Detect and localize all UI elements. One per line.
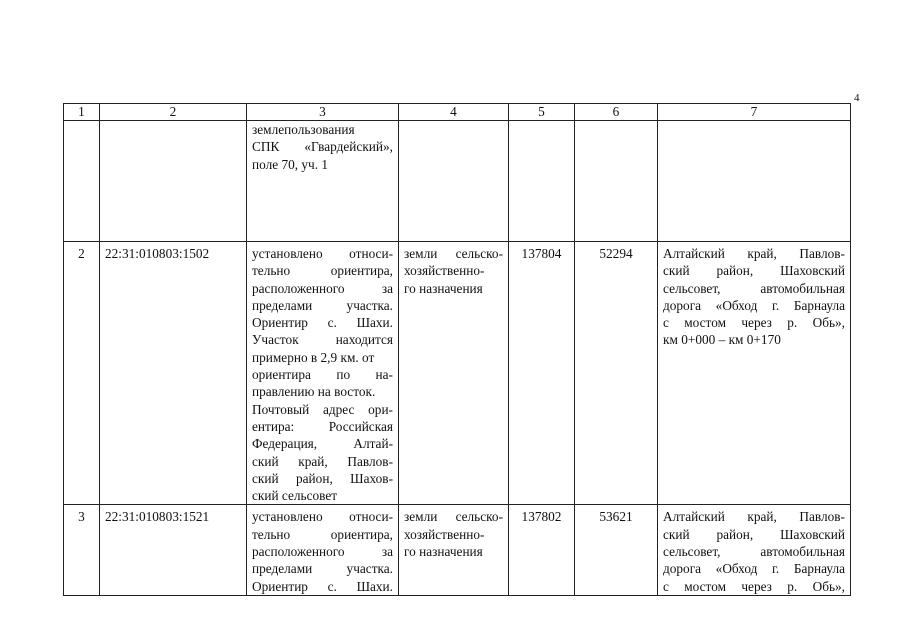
cell-category — [399, 505, 509, 595]
text-line: с мостом через р. Обь», — [663, 578, 845, 594]
text-line: хозяйственно- — [404, 263, 485, 279]
column-header: 7 — [658, 104, 851, 121]
text-line: ский район, Шаховский — [663, 263, 845, 279]
text-line: ский район, Шаховский — [663, 526, 845, 542]
text-line: правлению на восток. — [252, 384, 376, 400]
text-line: Ориентир с. Шахи. — [252, 315, 393, 331]
text-line: го назначения — [404, 280, 483, 296]
cell-col6 — [575, 121, 658, 242]
table-row — [64, 505, 851, 595]
text-line: тельно ориентира, — [252, 526, 393, 542]
text-line: ский край, Павлов- — [252, 453, 393, 469]
cell-num — [64, 121, 100, 242]
cell-col5: 137802 — [509, 505, 575, 595]
text-line: Алтайский край, Павлов- — [663, 509, 845, 525]
text-line: поле 70, уч. 1 — [252, 156, 329, 172]
text-line: установлено относи- — [252, 246, 393, 261]
cell-col5: 137804 — [509, 242, 575, 505]
text-line: земли сельско- — [404, 246, 503, 261]
table-row-continuation — [64, 121, 851, 242]
text-line: ентира: Российская — [252, 418, 393, 434]
text-line: ский сельсовет — [252, 488, 338, 504]
cell-address — [658, 121, 851, 242]
cell-address — [658, 242, 851, 505]
text-line: Участок находится — [252, 332, 393, 348]
text-line: Почтовый адрес ори- — [252, 401, 393, 417]
cell-cadastral: 22:31:010803:1502 — [100, 242, 247, 505]
column-header: 5 — [509, 104, 575, 121]
text-line: установлено относи- — [252, 509, 393, 525]
text-line: примерно в 2,9 км. от — [252, 349, 375, 365]
column-header: 6 — [575, 104, 658, 121]
land-plots-table — [63, 103, 851, 596]
cell-cadastral: 22:31:010803:1521 — [100, 505, 247, 595]
cell-category — [399, 121, 509, 242]
cell-address — [658, 505, 851, 595]
cell-location — [247, 121, 399, 242]
text-line: ориентира по на- — [252, 367, 393, 383]
text-line: км 0+000 – км 0+170 — [663, 332, 781, 348]
text-line: Алтайский край, Павлов- — [663, 246, 845, 261]
text-line: земли сельско- — [404, 509, 503, 525]
text-line: дорога «Обход г. Барнаула — [663, 297, 845, 313]
text-line: Федерация, Алтай- — [252, 436, 393, 452]
cell-col5 — [509, 121, 575, 242]
column-header: 1 — [64, 104, 100, 121]
column-header: 2 — [100, 104, 247, 121]
cell-col6: 52294 — [575, 242, 658, 505]
cell-cadastral — [100, 121, 247, 242]
page-number: 4 — [854, 92, 860, 104]
cell-location — [247, 505, 399, 595]
text-line: дорога «Обход г. Барнаула — [663, 561, 845, 577]
text-line: расположенного за — [252, 280, 393, 296]
text-line: го назначения — [404, 544, 483, 560]
text-line: тельно ориентира, — [252, 263, 393, 279]
cell-location — [247, 242, 399, 505]
text-line: сельсовет, автомобильная — [663, 544, 845, 560]
text-line: с мостом через р. Обь», — [663, 315, 845, 331]
cell-col6: 53621 — [575, 505, 658, 595]
cell-num: 3 — [64, 505, 100, 595]
column-header: 4 — [399, 104, 509, 121]
text-line: пределами участка. — [252, 297, 393, 313]
cell-category — [399, 242, 509, 505]
text-line: землепользования — [252, 122, 355, 137]
text-line: сельсовет, автомобильная — [663, 280, 845, 296]
column-header: 3 — [247, 104, 399, 121]
header-row — [64, 104, 851, 121]
text-line: пределами участка. — [252, 561, 393, 577]
table-row — [64, 242, 851, 505]
text-line: ский район, Шахов- — [252, 470, 393, 486]
text-line: расположенного за — [252, 544, 393, 560]
text-line: Ориентир с. Шахи. — [252, 578, 393, 594]
text-line: СПК «Гвардейский», — [252, 139, 393, 155]
cell-num: 2 — [64, 242, 100, 505]
text-line: хозяйственно- — [404, 526, 485, 542]
